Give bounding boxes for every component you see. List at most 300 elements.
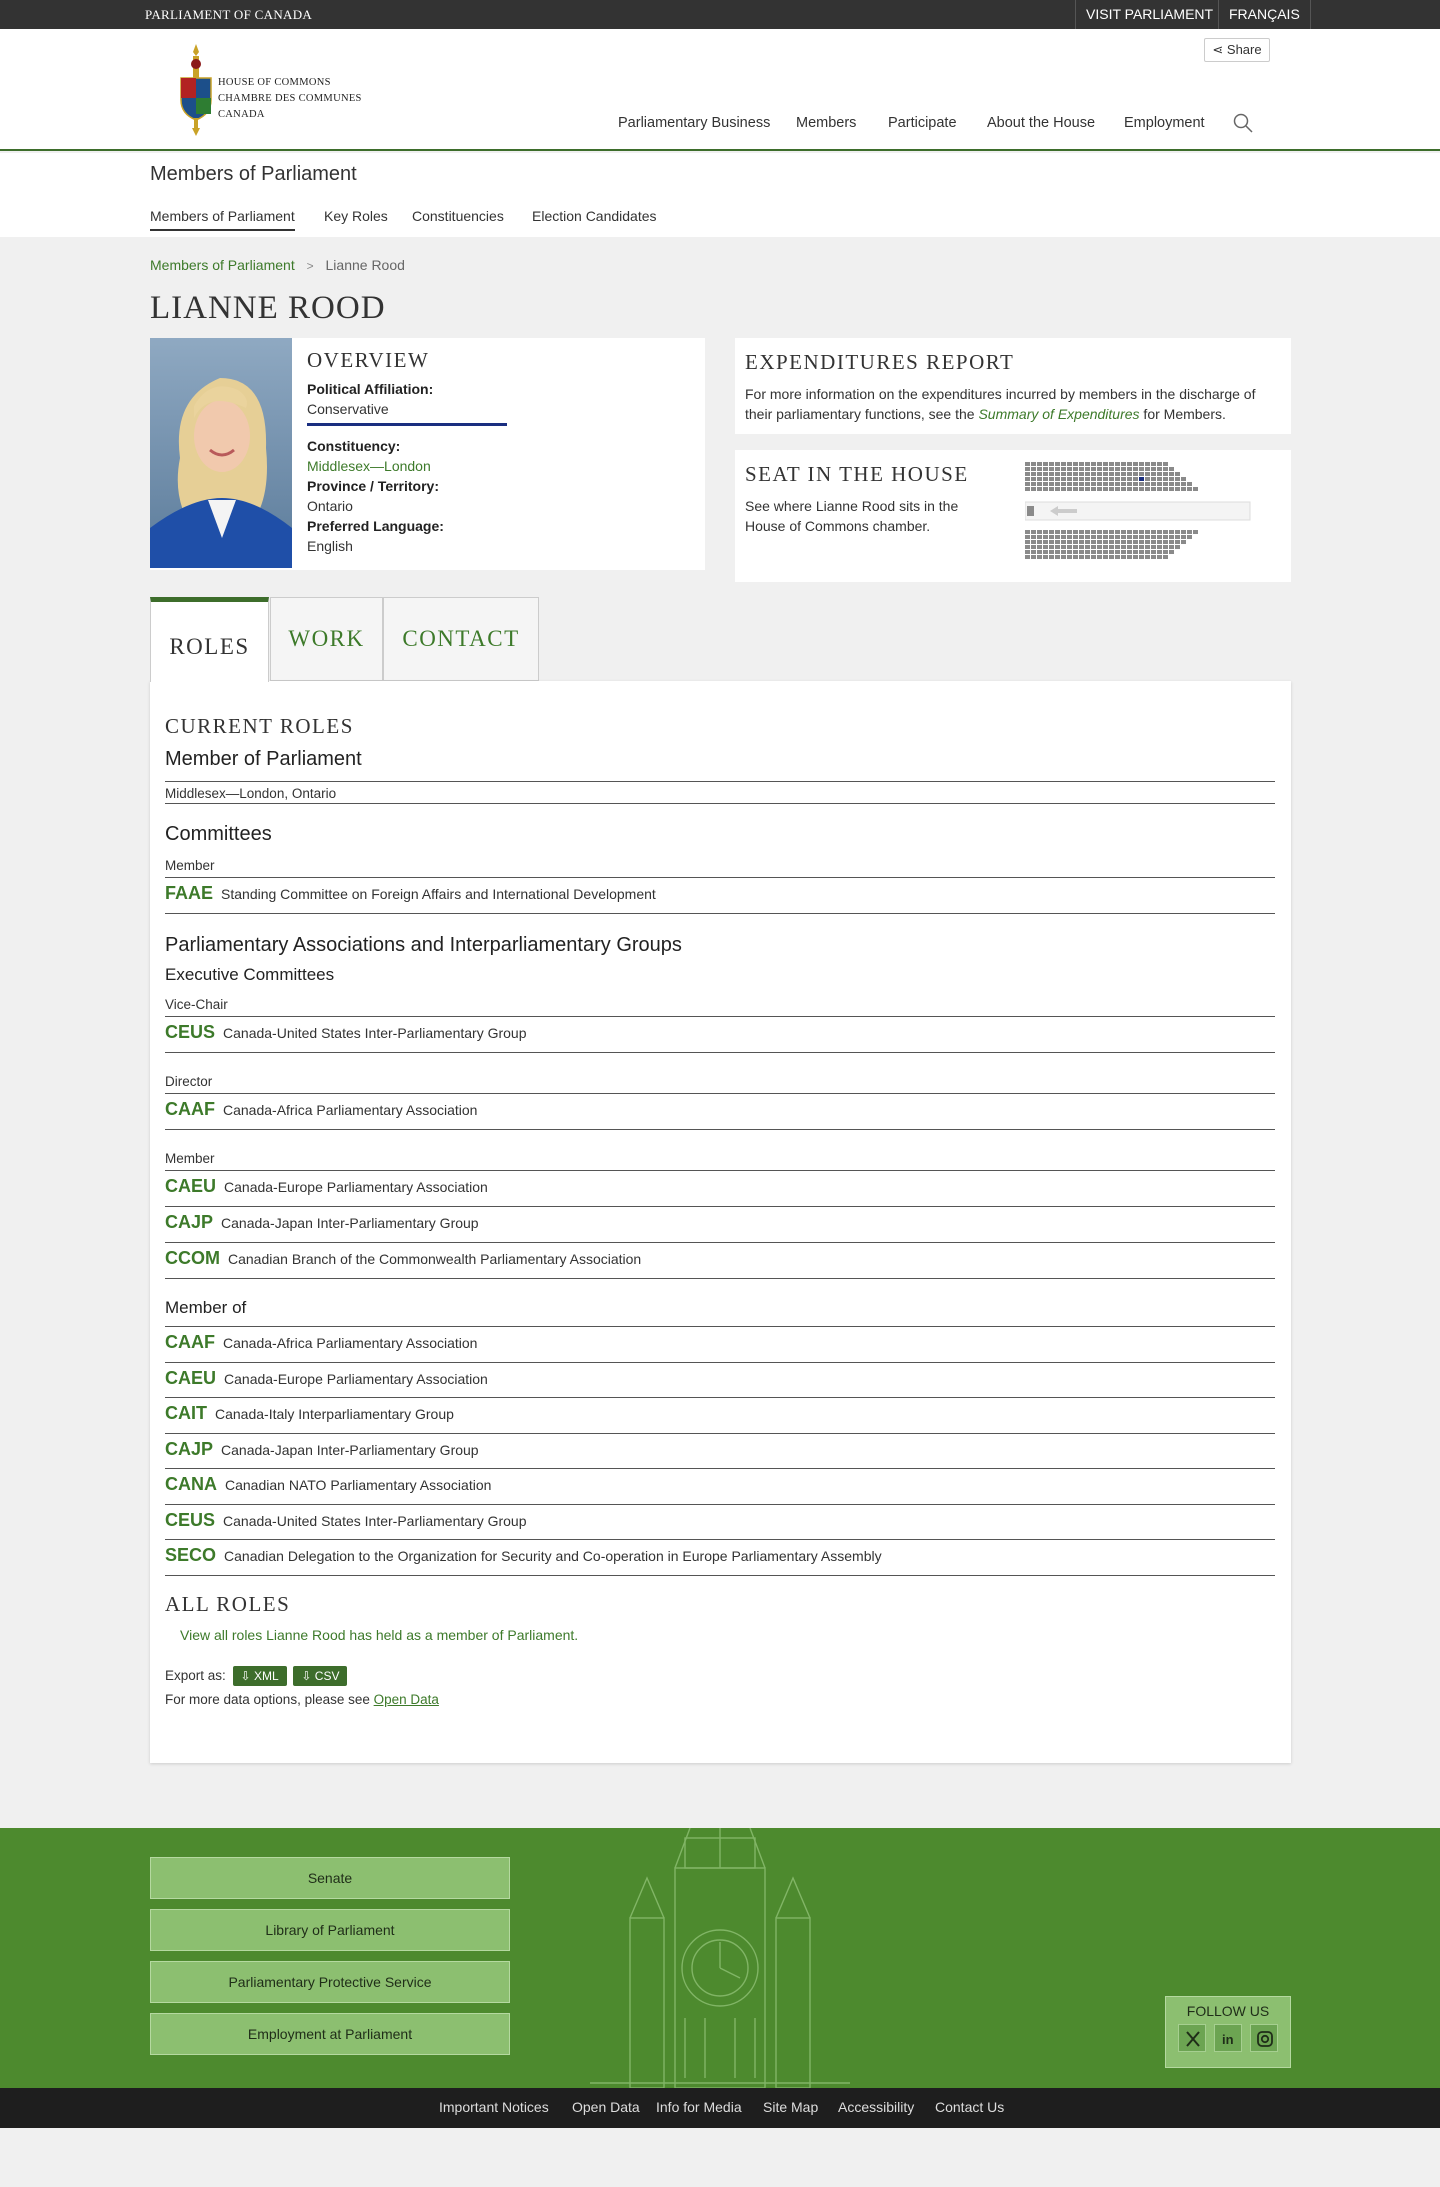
seat xyxy=(1115,472,1120,476)
seat xyxy=(1091,535,1096,539)
seat xyxy=(1049,472,1054,476)
footer-link-employment[interactable]: Employment at Parliament xyxy=(150,2013,510,2055)
member-row[interactable] xyxy=(165,1176,488,1197)
party-color-bar xyxy=(307,423,507,426)
seat xyxy=(1139,472,1144,476)
seat xyxy=(1139,540,1144,544)
seat xyxy=(1133,487,1138,491)
expenditures-heading: EXPENDITURES REPORT xyxy=(745,350,1015,374)
seat xyxy=(1061,472,1066,476)
role-code[interactable]: SECO xyxy=(165,1545,217,1565)
seat xyxy=(1121,472,1126,476)
associations-heading: Parliamentary Associations and Interparliamentary Groups xyxy=(165,934,682,956)
seat xyxy=(1127,487,1132,491)
seat xyxy=(1151,545,1156,549)
member-of-row[interactable] xyxy=(165,1474,491,1495)
seat xyxy=(1067,535,1072,539)
share-icon: ⋖ xyxy=(1212,42,1224,57)
breadcrumb-parent-link[interactable]: Members of Parliament xyxy=(150,257,295,273)
mp-heading: Member of Parliament xyxy=(165,748,362,770)
seat xyxy=(1049,467,1054,471)
seat xyxy=(1163,482,1168,486)
breadcrumb xyxy=(150,257,405,273)
role-code[interactable]: CAIT xyxy=(165,1403,207,1423)
seat xyxy=(1073,487,1078,491)
seat xyxy=(1103,487,1108,491)
seat xyxy=(1073,535,1078,539)
seat xyxy=(1157,530,1162,534)
nav-participate[interactable]: Participate xyxy=(888,115,957,131)
footer-important-notices[interactable]: Important Notices xyxy=(439,2099,549,2115)
seat xyxy=(1181,530,1186,534)
seat xyxy=(1175,482,1180,486)
nav-members[interactable]: Members xyxy=(796,115,857,131)
seat xyxy=(1091,550,1096,554)
subnav-election-candidates[interactable]: Election Candidates xyxy=(532,208,657,224)
seat xyxy=(1097,477,1102,481)
seating-chart[interactable] xyxy=(1025,462,1255,572)
seat xyxy=(1193,487,1198,491)
seat xyxy=(1145,482,1150,486)
all-roles-heading: ALL ROLES xyxy=(165,1592,291,1616)
seat xyxy=(1115,462,1120,466)
svg-text:in: in xyxy=(1222,2032,1234,2047)
role-code[interactable]: CAAF xyxy=(165,1099,215,1119)
nav-parliamentary-business[interactable]: Parliamentary Business xyxy=(618,115,771,131)
export-csv-button[interactable]: ⇩ CSV xyxy=(293,1666,347,1686)
seat xyxy=(1025,535,1030,539)
seat xyxy=(1187,530,1192,534)
seat xyxy=(1163,555,1168,559)
seat xyxy=(1025,472,1030,476)
role-code[interactable]: CAAF xyxy=(165,1332,215,1352)
seat xyxy=(1049,545,1054,549)
seat xyxy=(1115,535,1120,539)
x-icon[interactable] xyxy=(1178,2024,1206,2052)
seat xyxy=(1121,535,1126,539)
seat xyxy=(1055,550,1060,554)
seat xyxy=(1121,487,1126,491)
seat xyxy=(1091,462,1096,466)
seat xyxy=(1103,477,1108,481)
seat xyxy=(1079,482,1084,486)
seat xyxy=(1157,462,1162,466)
seat xyxy=(1049,550,1054,554)
seat xyxy=(1109,530,1114,534)
tab-roles[interactable]: ROLES xyxy=(150,597,269,682)
seat xyxy=(1163,477,1168,481)
role-code[interactable]: CAEU xyxy=(165,1367,217,1388)
seat xyxy=(1181,477,1186,481)
seat xyxy=(1175,472,1180,476)
seat xyxy=(1103,555,1108,559)
seat xyxy=(1187,535,1192,539)
seat xyxy=(1079,472,1084,476)
export-xml-button[interactable]: ⇩ XML xyxy=(233,1666,287,1686)
seat xyxy=(1151,472,1156,476)
seat xyxy=(1169,540,1174,544)
seat xyxy=(1025,555,1030,559)
seat xyxy=(1049,487,1054,491)
seat xyxy=(1145,487,1150,491)
nav-employment[interactable]: Employment xyxy=(1124,115,1205,131)
footer-info-for-media[interactable]: Info for Media xyxy=(656,2099,742,2115)
member-of-row[interactable] xyxy=(165,1510,527,1531)
seat xyxy=(1091,487,1096,491)
seat xyxy=(1031,555,1036,559)
seat xyxy=(1091,467,1096,471)
seat xyxy=(1115,467,1120,471)
seat xyxy=(1037,540,1042,544)
seat xyxy=(1157,540,1162,544)
seat xyxy=(1073,477,1078,481)
seat xyxy=(1145,467,1150,471)
seat xyxy=(1121,467,1126,471)
subnav-members-of-parliament[interactable]: Members of Parliament xyxy=(150,208,295,231)
nav-about-the-house[interactable]: About the House xyxy=(987,115,1096,131)
seat xyxy=(1145,472,1150,476)
language-toggle-link[interactable]: FRANÇAIS xyxy=(1218,0,1311,29)
role-code[interactable]: CAJP xyxy=(165,1212,214,1232)
seat xyxy=(1061,477,1066,481)
seat xyxy=(1043,462,1048,466)
role-code[interactable]: CAJP xyxy=(165,1438,214,1459)
seat xyxy=(1103,550,1108,554)
seat xyxy=(1169,477,1174,481)
peace-tower-icon xyxy=(590,1828,850,2088)
tab-work[interactable]: WORK xyxy=(270,597,383,681)
seat xyxy=(1079,535,1084,539)
open-data-link[interactable]: Open Data xyxy=(373,1692,439,1707)
seat xyxy=(1043,487,1048,491)
seat xyxy=(1151,550,1156,554)
language-value: English xyxy=(307,538,353,554)
seat xyxy=(1151,555,1156,559)
footer-link-protective-service[interactable]: Parliamentary Protective Service xyxy=(150,1961,510,2003)
member-of-row[interactable] xyxy=(165,1439,479,1460)
seat xyxy=(1127,477,1132,481)
seat xyxy=(1127,545,1132,549)
seat xyxy=(1145,477,1150,481)
seat xyxy=(1037,477,1042,481)
seat xyxy=(1079,467,1084,471)
seat xyxy=(1061,545,1066,549)
seat xyxy=(1163,530,1168,534)
seat xyxy=(1103,540,1108,544)
seat xyxy=(1109,482,1114,486)
seat xyxy=(1037,545,1042,549)
seat xyxy=(1031,545,1036,549)
role-code[interactable]: CEUS xyxy=(165,1509,216,1530)
seat xyxy=(1145,540,1150,544)
seat xyxy=(1043,545,1048,549)
seat xyxy=(1169,550,1174,554)
seat xyxy=(1091,540,1096,544)
seat xyxy=(1127,482,1132,486)
seat xyxy=(1085,467,1090,471)
seat xyxy=(1187,482,1192,486)
seat xyxy=(1097,540,1102,544)
affiliation-label: Political Affiliation: xyxy=(307,381,434,397)
current-roles-heading: CURRENT ROLES xyxy=(165,714,354,738)
seat xyxy=(1133,462,1138,466)
seat xyxy=(1085,462,1090,466)
seat xyxy=(1139,555,1144,559)
seat xyxy=(1097,467,1102,471)
seat-text: See where Lianne Rood sits in the House of Commons chamber. xyxy=(745,498,959,534)
seat xyxy=(1127,535,1132,539)
seat xyxy=(1169,535,1174,539)
member-of-row[interactable] xyxy=(165,1332,477,1353)
seat xyxy=(1073,530,1078,534)
house-of-commons-crest-icon[interactable] xyxy=(178,44,214,136)
seat xyxy=(1145,462,1150,466)
linkedin-icon[interactable] xyxy=(1214,2024,1242,2052)
seat xyxy=(1109,550,1114,554)
seat xyxy=(1169,545,1174,549)
subnav-key-roles[interactable]: Key Roles xyxy=(324,208,388,224)
seat xyxy=(1085,472,1090,476)
seat xyxy=(1055,535,1060,539)
seat xyxy=(1121,530,1126,534)
seat xyxy=(1121,555,1126,559)
role-name: Canada-Africa Parliamentary Association xyxy=(223,1102,478,1118)
seat xyxy=(1037,472,1042,476)
member-seat-marker xyxy=(1139,477,1144,481)
member-row[interactable] xyxy=(165,1248,641,1269)
more-data-text: For more data options, please see Open Data xyxy=(165,1692,439,1707)
seat xyxy=(1133,472,1138,476)
member-of-row[interactable] xyxy=(165,1368,488,1389)
seat xyxy=(1091,477,1096,481)
constituency-label: Constituency: xyxy=(307,438,401,454)
seat xyxy=(1169,482,1174,486)
seat xyxy=(1133,545,1138,549)
seat xyxy=(1073,467,1078,471)
seat xyxy=(1115,482,1120,486)
role-code[interactable]: CEUS xyxy=(165,1022,216,1042)
expenditures-text: For more information on the expenditures incurred by members in the discharge of their parliamentary functions, see the Summary of Expenditures for Members. xyxy=(745,386,1256,422)
seat xyxy=(1049,530,1054,534)
overview-details xyxy=(307,348,507,556)
section-title: Members of Parliament xyxy=(150,163,357,185)
role-name: Canada-United States Inter-Parliamentary Group xyxy=(223,1025,527,1041)
role-code[interactable]: CAEU xyxy=(165,1176,217,1196)
seat xyxy=(1193,530,1198,534)
seat xyxy=(1127,555,1132,559)
seat xyxy=(1115,487,1120,491)
role-code[interactable]: FAAE xyxy=(165,883,214,903)
seat xyxy=(1097,487,1102,491)
seat xyxy=(1037,487,1042,491)
seat xyxy=(1175,535,1180,539)
seat xyxy=(1031,472,1036,476)
seat xyxy=(1151,462,1156,466)
download-icon: ⇩ xyxy=(301,1669,315,1683)
seat xyxy=(1133,555,1138,559)
province-value: Ontario xyxy=(307,498,353,514)
seat xyxy=(1055,545,1060,549)
seat xyxy=(1109,555,1114,559)
seat xyxy=(1061,550,1066,554)
seat xyxy=(1085,535,1090,539)
seat xyxy=(1037,530,1042,534)
role-code[interactable]: CANA xyxy=(165,1474,217,1494)
seat xyxy=(1097,482,1102,486)
seat xyxy=(1079,487,1084,491)
constituency-link[interactable]: Middlesex—London xyxy=(307,458,431,474)
seat xyxy=(1073,540,1078,544)
seat xyxy=(1091,545,1096,549)
seat xyxy=(1079,530,1084,534)
member-of-row[interactable] xyxy=(165,1403,454,1424)
seat xyxy=(1061,482,1066,486)
seat xyxy=(1037,555,1042,559)
seat xyxy=(1145,550,1150,554)
affiliation-value: Conservative xyxy=(307,401,389,417)
seat xyxy=(1073,472,1078,476)
seat-card xyxy=(735,450,1291,582)
seat xyxy=(1121,477,1126,481)
seat xyxy=(1079,550,1084,554)
instagram-icon[interactable] xyxy=(1250,2024,1278,2052)
seat xyxy=(1145,535,1150,539)
seat xyxy=(1037,482,1042,486)
seat xyxy=(1067,540,1072,544)
seat xyxy=(1061,462,1066,466)
seat xyxy=(1109,462,1114,466)
seat xyxy=(1043,535,1048,539)
role-code[interactable]: CCOM xyxy=(165,1248,220,1268)
footer-site-map[interactable]: Site Map xyxy=(763,2099,819,2115)
committee-row[interactable] xyxy=(165,883,656,904)
executive-committees-heading: Executive Committees xyxy=(165,965,335,984)
vice-chair-row[interactable] xyxy=(165,1022,527,1043)
seat xyxy=(1145,555,1150,559)
seat xyxy=(1181,535,1186,539)
visit-parliament-link[interactable]: VISIT PARLIAMENT xyxy=(1075,0,1223,29)
roles-panel xyxy=(150,681,1291,1763)
seat xyxy=(1025,530,1030,534)
seat xyxy=(1109,487,1114,491)
seat xyxy=(1121,482,1126,486)
seat xyxy=(1055,530,1060,534)
overview-card xyxy=(150,338,705,570)
role-name: Canada-United States Inter-Parliamentary Group xyxy=(223,1512,527,1529)
seat xyxy=(1163,540,1168,544)
tab-contact[interactable]: CONTACT xyxy=(383,597,539,681)
seat xyxy=(1061,535,1066,539)
member-of-row[interactable] xyxy=(165,1545,882,1566)
footer-link-senate[interactable]: Senate xyxy=(150,1857,510,1899)
seat xyxy=(1067,545,1072,549)
seat xyxy=(1049,477,1054,481)
seat xyxy=(1061,530,1066,534)
overview-heading: OVERVIEW xyxy=(307,348,430,372)
share-button[interactable]: ⋖ Share xyxy=(1204,38,1270,62)
seat xyxy=(1085,477,1090,481)
seat xyxy=(1055,467,1060,471)
seat xyxy=(1025,467,1030,471)
seat xyxy=(1031,550,1036,554)
search-icon[interactable] xyxy=(1233,113,1253,133)
view-all-roles-link[interactable]: View all roles Lianne Rood has held as a member of Parliament. xyxy=(180,1627,579,1643)
role-name: Canadian Delegation to the Organization for Security and Co-operation in Europe Parliamentary Assembly xyxy=(224,1548,882,1564)
subnav-constituencies[interactable]: Constituencies xyxy=(412,208,504,224)
seat xyxy=(1127,462,1132,466)
seat xyxy=(1115,540,1120,544)
seat xyxy=(1031,467,1036,471)
seat xyxy=(1151,482,1156,486)
role-name: Canada-Japan Inter-Parliamentary Group xyxy=(221,1441,479,1458)
seat xyxy=(1049,555,1054,559)
seat xyxy=(1055,540,1060,544)
director-row[interactable] xyxy=(165,1099,477,1120)
summary-of-expenditures-link[interactable]: Summary of Expenditures xyxy=(978,406,1140,422)
seat xyxy=(1127,530,1132,534)
seat xyxy=(1091,482,1096,486)
seat xyxy=(1079,555,1084,559)
seat xyxy=(1103,467,1108,471)
seat xyxy=(1067,555,1072,559)
seat xyxy=(1097,545,1102,549)
member-row[interactable] xyxy=(165,1212,479,1233)
parliament-brand-link[interactable]: PARLIAMENT OF CANADA xyxy=(145,7,313,22)
section-header xyxy=(0,153,1440,237)
seat xyxy=(1085,530,1090,534)
role-name: Canada-Japan Inter-Parliamentary Group xyxy=(221,1215,479,1231)
seat xyxy=(1067,487,1072,491)
seat xyxy=(1055,472,1060,476)
footer-contact-us[interactable]: Contact Us xyxy=(935,2099,1005,2115)
seat xyxy=(1151,477,1156,481)
seat xyxy=(1169,467,1174,471)
seat xyxy=(1025,482,1030,486)
seat xyxy=(1109,477,1114,481)
seat xyxy=(1133,482,1138,486)
footer-accessibility[interactable]: Accessibility xyxy=(838,2099,915,2115)
site-header xyxy=(0,29,1440,151)
seat xyxy=(1163,535,1168,539)
seat xyxy=(1127,472,1132,476)
seat xyxy=(1139,467,1144,471)
seat xyxy=(1037,467,1042,471)
seat xyxy=(1103,472,1108,476)
seat xyxy=(1151,530,1156,534)
seat xyxy=(1073,482,1078,486)
seat-heading: SEAT IN THE HOUSE xyxy=(745,462,969,486)
seat xyxy=(1049,540,1054,544)
seat xyxy=(1025,462,1030,466)
seat xyxy=(1061,540,1066,544)
footer-link-library[interactable]: Library of Parliament xyxy=(150,1909,510,1951)
member-of-heading: Member of xyxy=(165,1298,247,1317)
role-name: Canada-Europe Parliamentary Association xyxy=(224,1370,488,1387)
logo-wordmark[interactable]: HOUSE OF COMMONS CHAMBRE DES COMMUNES CANADA xyxy=(218,77,362,120)
seat xyxy=(1115,530,1120,534)
seat xyxy=(1169,472,1174,476)
seat xyxy=(1157,545,1162,549)
director-label: Director xyxy=(165,1074,213,1089)
seat xyxy=(1175,545,1180,549)
seat xyxy=(1055,487,1060,491)
seat xyxy=(1133,540,1138,544)
footer-open-data[interactable]: Open Data xyxy=(572,2099,640,2115)
follow-us-box xyxy=(1165,1996,1291,2068)
seat xyxy=(1133,467,1138,471)
seat xyxy=(1079,540,1084,544)
seat xyxy=(1067,467,1072,471)
